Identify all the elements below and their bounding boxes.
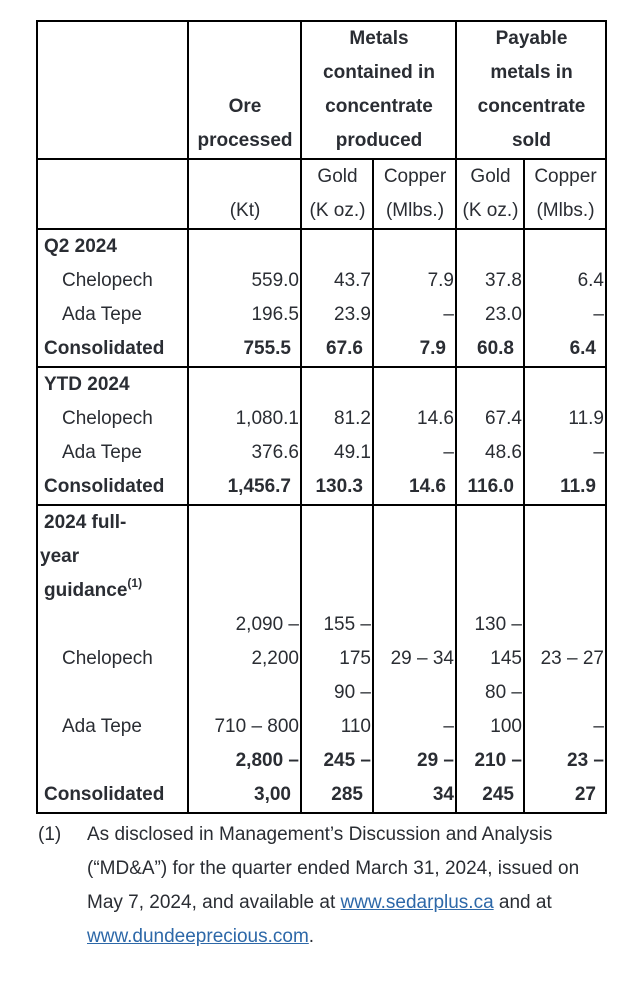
header-payable-metals — [456, 21, 606, 159]
row-label: Ada Tepe — [62, 442, 142, 463]
header-text: metals in — [490, 62, 573, 83]
gold-payable-cell — [456, 229, 524, 367]
row-label: Chelopech — [62, 648, 153, 669]
spacer — [40, 608, 186, 642]
section-ytd-2024 — [37, 367, 606, 505]
gold-payable-cell — [456, 367, 524, 505]
value-total: 116.0 — [467, 476, 514, 497]
value-total: 14.6 — [409, 476, 446, 497]
value: – — [593, 442, 604, 463]
value: 48.6 — [485, 442, 522, 463]
unit-label: Copper — [383, 166, 447, 187]
value: 559.0 — [251, 270, 299, 291]
value-total: 245 — [482, 784, 514, 805]
footnote-ref: (1) — [127, 576, 143, 590]
spacer — [40, 744, 186, 778]
row-label: Ada Tepe — [62, 716, 142, 737]
row-label: Chelopech — [62, 408, 153, 429]
value: 175 — [339, 648, 371, 669]
value: 376.6 — [251, 442, 299, 463]
unit-ore: (Kt) — [188, 159, 301, 229]
value: – — [443, 442, 454, 463]
section-title-line1: 2024 full- — [44, 512, 127, 533]
header-text: Metals — [349, 28, 409, 49]
copper-contained-cell — [373, 229, 456, 367]
value: 43.7 — [334, 270, 371, 291]
dundeeprecious-link[interactable]: www.dundeeprecious.com — [87, 926, 309, 947]
header-ore-line1: Ore — [228, 96, 262, 117]
row-label-consolidated: Consolidated — [44, 338, 165, 359]
footnote-text-part: and at — [493, 892, 552, 913]
unit-label: Gold — [470, 166, 511, 187]
copper-payable-cell — [524, 505, 606, 813]
section-title: YTD 2024 — [44, 374, 130, 395]
header-ore-processed — [188, 21, 301, 159]
value: 49.1 — [334, 442, 371, 463]
header-text: sold — [511, 130, 552, 151]
copper-contained-cell — [373, 505, 456, 813]
value: 23.9 — [334, 304, 371, 325]
footnote-text — [87, 818, 596, 954]
value: 145 — [490, 648, 522, 669]
footnote-marker: (1) — [38, 824, 62, 845]
gold-payable-cell — [456, 505, 524, 813]
value-total: 11.9 — [560, 476, 596, 497]
copper-payable-cell — [524, 229, 606, 367]
unit-copper-payable — [524, 159, 606, 229]
value-total: 6.4 — [569, 338, 596, 359]
value-total: 1,456.7 — [227, 476, 291, 497]
unit-gold-payable — [456, 159, 524, 229]
header-text: produced — [335, 130, 423, 151]
value: 29 – 34 — [390, 648, 454, 669]
header-ore-line2: processed — [197, 130, 293, 151]
value-total: 210 – — [474, 750, 522, 771]
value: 130 – — [474, 614, 522, 635]
row-label: Ada Tepe — [62, 304, 142, 325]
sedarplus-link[interactable]: www.sedarplus.ca — [340, 892, 494, 913]
value: 1,080.1 — [235, 408, 299, 429]
spacer — [527, 608, 604, 642]
unit-label: (K oz.) — [309, 200, 366, 221]
value: 196.5 — [251, 304, 299, 325]
value: 155 – — [323, 614, 371, 635]
value: 11.9 — [568, 408, 604, 429]
section-title: Q2 2024 — [44, 236, 117, 257]
header-text: Payable — [495, 28, 568, 49]
value: 37.8 — [485, 270, 522, 291]
row-label-consolidated: Consolidated — [44, 476, 165, 497]
unit-label: (Mlbs.) — [385, 200, 445, 221]
value-total: 130.3 — [315, 476, 363, 497]
value: 14.6 — [417, 408, 454, 429]
unit-label: (Mlbs.) — [536, 200, 595, 221]
value: 100 — [490, 716, 522, 737]
copper-payable-cell — [524, 367, 606, 505]
title-text: guidance — [44, 580, 128, 601]
header-text: contained in — [323, 62, 435, 83]
footnote-text-part: As disclosed in Management’s Discussion and Analysis (“MD&A”) for the quarter ended March 31, 2024, issued on May 7, 2024, and available at — [87, 824, 580, 913]
value-total: 29 – — [417, 750, 454, 771]
ore-cell — [188, 367, 301, 505]
value-total: 67.6 — [326, 338, 363, 359]
value-total: 245 – — [323, 750, 371, 771]
value-total: 27 — [574, 784, 596, 805]
value-total: 60.8 — [477, 338, 514, 359]
footnote-text-part: . — [308, 926, 315, 947]
unit-gold-contained — [301, 159, 373, 229]
unit-label: Gold — [317, 166, 358, 187]
value-total: 285 — [331, 784, 363, 805]
section-label-cell — [37, 367, 188, 505]
value: 81.2 — [334, 408, 371, 429]
section-title-line2: year — [40, 546, 80, 567]
spacer — [376, 676, 454, 710]
spacer — [191, 676, 299, 710]
value: 2,090 – — [235, 614, 299, 635]
section-label-cell — [37, 229, 188, 367]
value: 710 – 800 — [214, 716, 299, 737]
value-total: 34 — [432, 784, 454, 805]
value: 6.4 — [577, 270, 604, 291]
gold-contained-cell — [301, 367, 373, 505]
header-blank — [37, 21, 188, 159]
header-text: concentrate — [477, 96, 586, 117]
ore-cell — [188, 229, 301, 367]
value: 23 – 27 — [540, 648, 604, 669]
ore-cell — [188, 505, 301, 813]
section-guidance-2024 — [37, 505, 606, 813]
gold-contained-cell — [301, 229, 373, 367]
value-total: 23 – — [567, 750, 604, 771]
gold-contained-cell — [301, 505, 373, 813]
value: – — [593, 304, 604, 325]
value: 67.4 — [485, 408, 522, 429]
value-total: 2,800 – — [235, 750, 299, 771]
footnote — [36, 818, 596, 954]
copper-contained-cell — [373, 367, 456, 505]
header-row — [37, 21, 606, 159]
value-total: 755.5 — [243, 338, 291, 359]
value: 7.9 — [427, 270, 454, 291]
section-title-line3 — [40, 574, 186, 608]
unit-label: (K oz.) — [462, 200, 519, 221]
units-row — [37, 159, 606, 229]
header-text: concentrate — [325, 96, 433, 117]
section-q2-2024 — [37, 229, 606, 367]
value: 110 — [340, 716, 371, 737]
value: – — [443, 716, 454, 737]
spacer — [40, 676, 186, 710]
spacer — [376, 608, 454, 642]
value: – — [593, 716, 604, 737]
value: 80 – — [485, 682, 522, 703]
value-total: 3,00 — [254, 784, 291, 805]
value: 23.0 — [485, 304, 522, 325]
production-table — [36, 20, 607, 814]
unit-label: Copper — [534, 166, 597, 187]
value: – — [443, 304, 454, 325]
section-label-cell — [37, 505, 188, 813]
row-label: Chelopech — [62, 270, 153, 291]
header-metals-contained — [301, 21, 456, 159]
row-label-consolidated: Consolidated — [44, 784, 165, 805]
unit-copper-contained — [373, 159, 456, 229]
value-total: 7.9 — [419, 338, 446, 359]
spacer — [527, 676, 604, 710]
units-blank — [37, 159, 188, 229]
value: 2,200 — [251, 648, 299, 669]
value: 90 – — [334, 682, 371, 703]
